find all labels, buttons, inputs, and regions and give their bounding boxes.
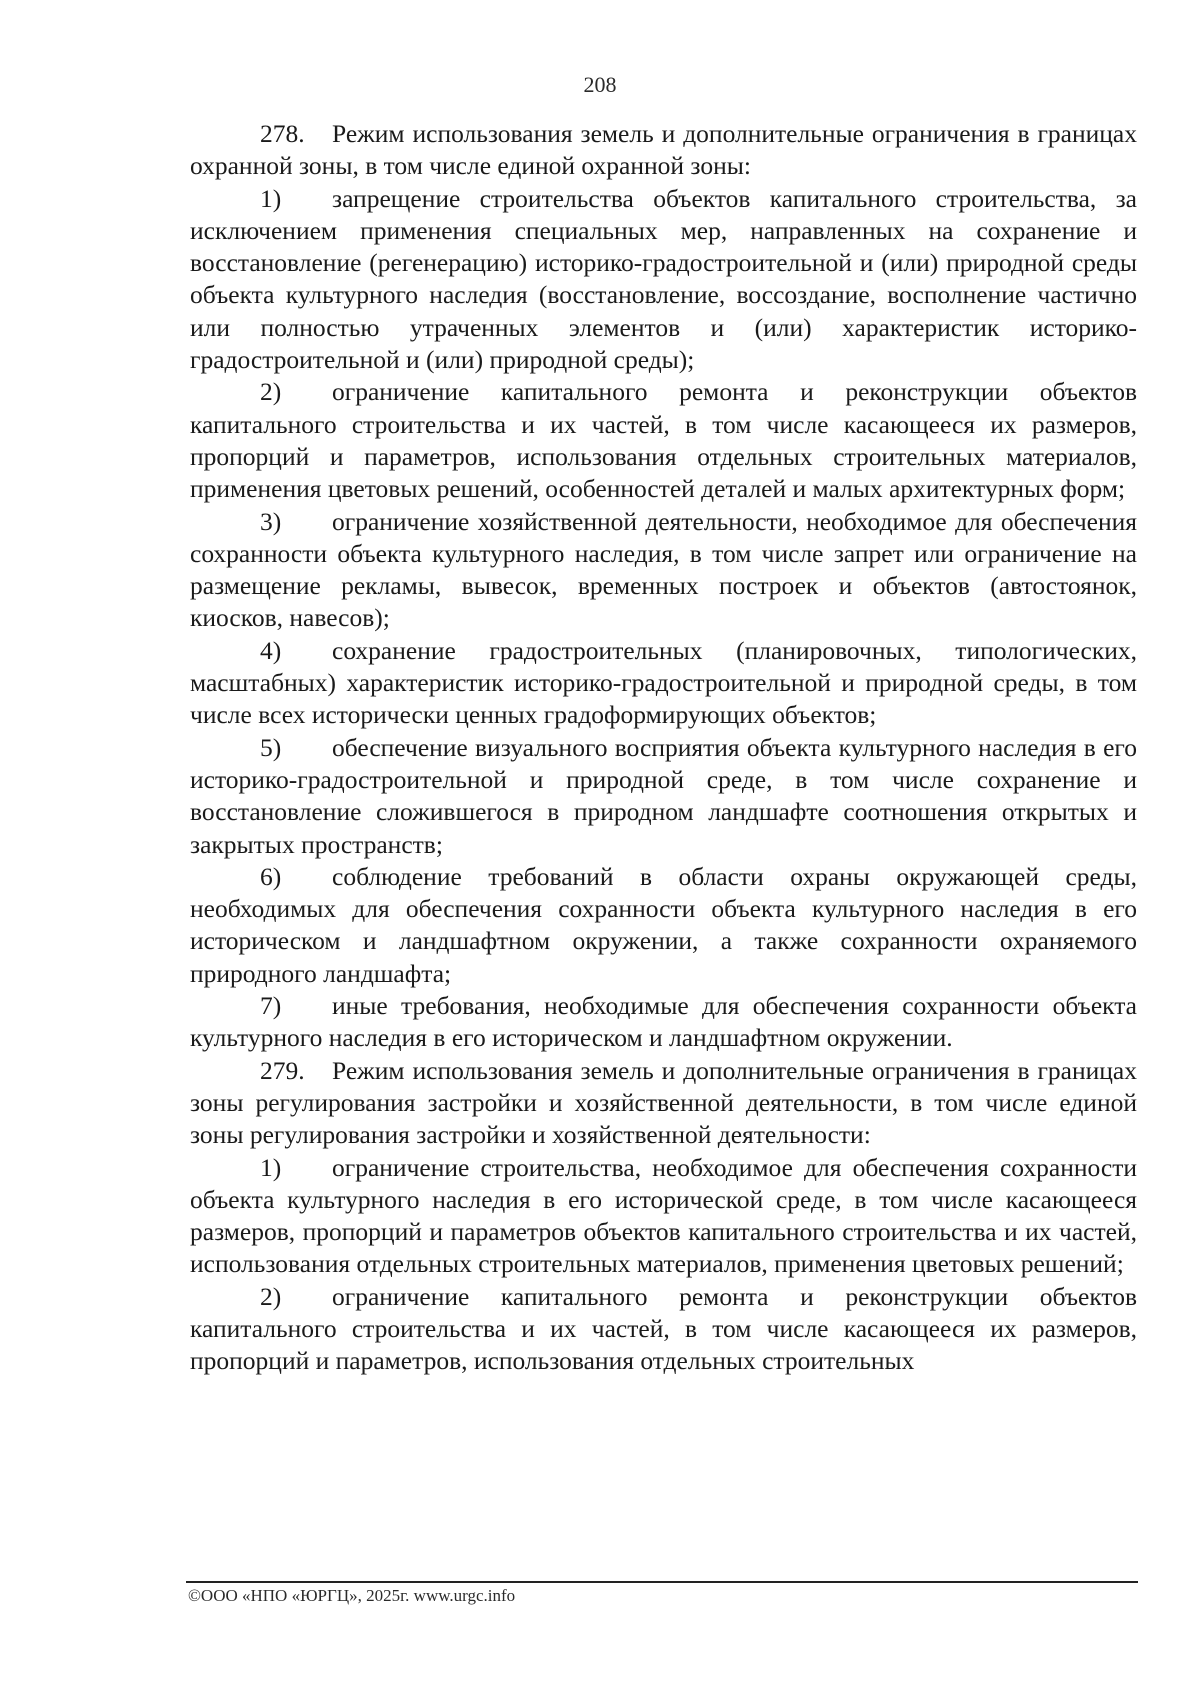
page-number: 208 (583, 72, 617, 97)
item-text: сохранение градостроительных (планировочных, типологических, масштабных) характеристик историко-градостроительной и природной среды, в том числе всех исторически ценных градоформирующих объектов; (190, 635, 1137, 730)
item-text: соблюдение требований в области охраны окружающей среды, необходимых для обеспечения сохранности объекта культурного наследия в его историческом и ландшафтном окружении, а также сохранности охраняемого природного ландшафта; (190, 861, 1137, 988)
item-number: 2) (260, 377, 282, 407)
item-number: 5) (260, 732, 282, 762)
item-text: ограничение хозяйственной деятельности, необходимое для обеспечения сохранности объекта культурного наследия, в том числе запрет или ограничение на размещение рекламы, вывесок, временных построек и объектов (автостоянок, киосков, навесов); (190, 506, 1137, 633)
item-text: ограничение капитального ремонта и реконструкции объектов капитального строительства и их частей, в том числе касающееся их размеров, пропорций и параметров, использования отдельных строительных (190, 1281, 1137, 1376)
document-body (190, 118, 1137, 1378)
item-number: 4) (260, 635, 282, 665)
clause-text: Режим использования земель и дополнительные ограничения в границах охранной зоны, в том числе единой охранной зоны: (190, 119, 1137, 181)
item-number: 2) (260, 1281, 282, 1311)
list-item-4 (190, 635, 1137, 732)
list-item-1 (190, 183, 1137, 377)
item-number: 1) (260, 183, 282, 213)
footer-divider (186, 1581, 1138, 1583)
list-item-7 (190, 990, 1137, 1055)
list-item-3 (190, 506, 1137, 635)
item-text: ограничение строительства, необходимое для обеспечения сохранности объекта культурного наследия в его исторической среде, в том числе касающееся размеров, пропорций и параметров объектов капитального строительства и их частей, использования отдельных строительных материалов, применения цветовых решений; (190, 1152, 1137, 1279)
list-item-2 (190, 1281, 1137, 1378)
paragraph-278 (190, 118, 1137, 183)
item-text: ограничение капитального ремонта и реконструкции объектов капитального строительства и их частей, в том числе касающееся их размеров, пропорций и параметров, использования отдельных строительных материалов, применения цветовых решений, особенностей деталей и малых архитектурных форм; (190, 377, 1137, 504)
list-item-1 (190, 1152, 1137, 1281)
item-number: 1) (260, 1152, 282, 1182)
clause-number: 278. (260, 119, 305, 148)
item-text: обеспечение визуального восприятия объекта культурного наследия в его историко-градостроительной и природной среде, в том числе сохранение и восстановление сложившегося в природном ландшафте соотношения открытых и закрытых пространств; (190, 732, 1137, 859)
item-text: запрещение строительства объектов капитального строительства, за исключением применения специальных мер, направленных на сохранение и восстановление (регенерацию) историко-градостроительной и (или) природной среды объекта культурного наследия (восстановление, воссоздание, восполнение частично или полностью утраченных элементов и (или) характеристик историко-градостроительной и (или) природной среды); (190, 183, 1137, 375)
paragraph-279 (190, 1055, 1137, 1152)
list-item-2 (190, 376, 1137, 505)
item-text: иные требования, необходимые для обеспечения сохранности объекта культурного наследия в его историческом и ландшафтном окружении. (190, 991, 1137, 1053)
clause-number: 279. (260, 1055, 305, 1085)
item-number: 7) (260, 991, 282, 1021)
footer-copyright: ©ООО «НПО «ЮРГЦ», 2025г. www.urgc.info (188, 1586, 516, 1605)
list-item-6 (190, 861, 1137, 990)
item-number: 6) (260, 861, 282, 891)
item-number: 3) (260, 506, 282, 536)
clause-text: Режим использования земель и дополнительные ограничения в границах зоны регулирования застройки и хозяйственной деятельности, в том числе единой зоны регулирования застройки и хозяйственной деятельности: (190, 1055, 1137, 1150)
list-item-5 (190, 732, 1137, 861)
